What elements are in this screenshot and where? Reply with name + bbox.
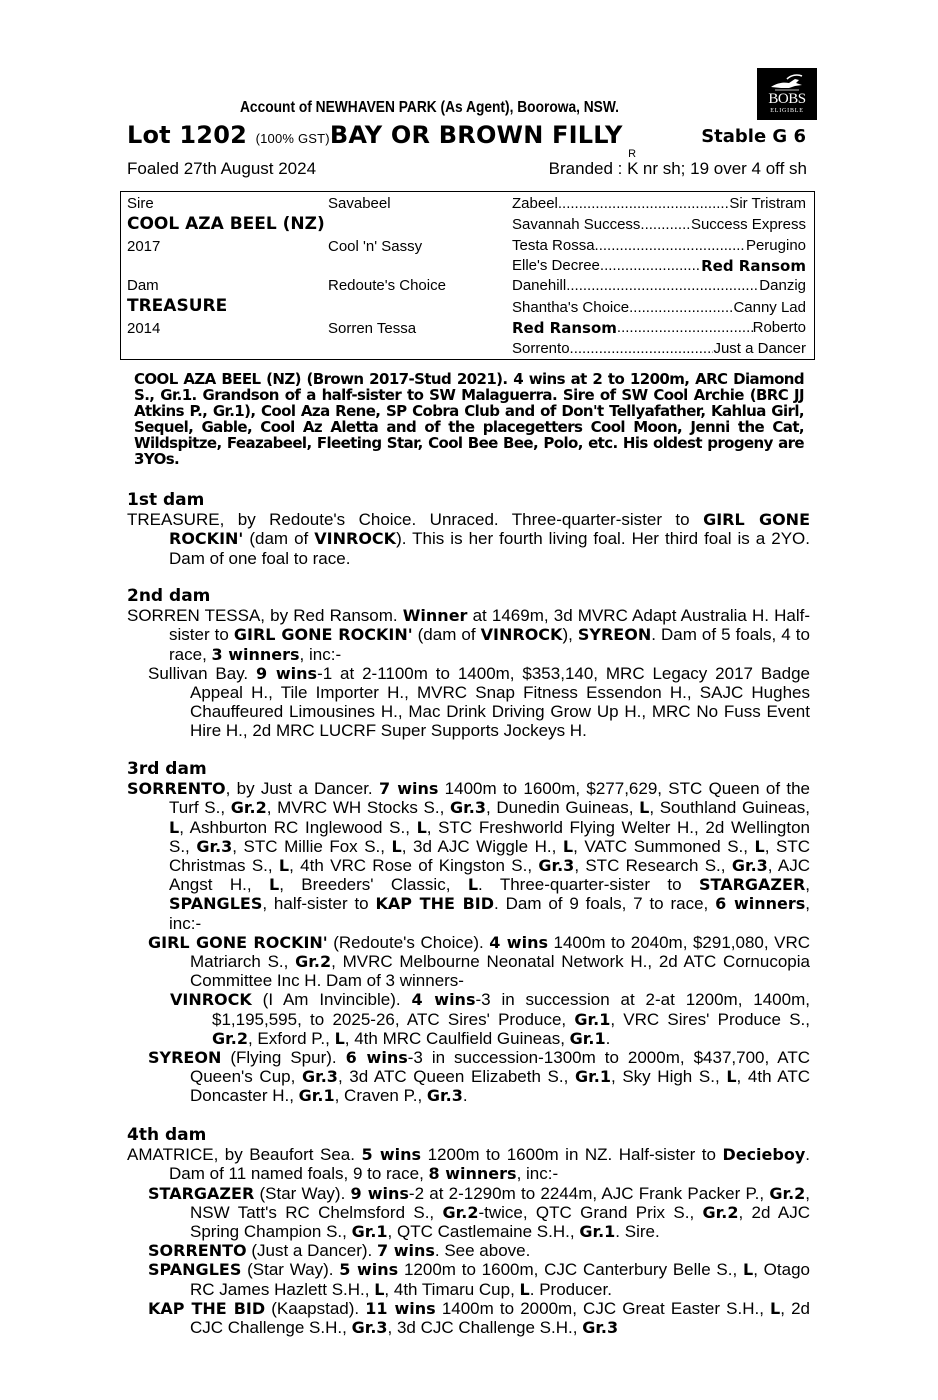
section-3rd-dam xyxy=(127,760,810,1106)
branded-details: nr sh; 19 over 4 off sh xyxy=(642,159,807,178)
lot-heading xyxy=(127,121,623,149)
pedigree-paragraph: Sullivan Bay. 9 wins-1 at 2-1100m to 1400m, $353,140, MRC Legacy 2017 Badge Appeal H., Tile Importer H., MVRC Snap Fitness Essendon H., SAJC Hughes Chauffeured Limousines H., Mac Drink Driving Grow Up H., MRC No Fuss Event Hire H., 2d MRC LUCRF Super Supports Jockeys H. xyxy=(148,663,811,741)
pedigree-table xyxy=(120,191,815,360)
bobs-eligible-logo xyxy=(757,68,817,120)
ancestor-row: Red Ransom ..... Roberto xyxy=(512,319,806,337)
pedigree-paragraph: SORRENTO, by Just a Dancer. 7 wins 1400m to 1600m, $277,629, STC Queen of the Turf S., Gr.2, MVRC WH Stocks S., Gr.3, Dunedin Guineas, L, Southland Guineas, L, Ashburton RC Inglewood S., L, STC Freshworld Flying Welter H., 2d Wellington S., Gr.3, STC Millie Fox S., L, 3d AJC Wiggle H., L, VATC Summoned S., L, STC Christmas S., L, 4th VRC Rose of Kingston S., Gr.3, STC Research S., Gr.3, AJC Angst H., L, Breeders' Classic, L. Three-quarter-sister to STARGAZER, SPANGLES, half-sister to KAP THE BID. Dam of 9 foals, 7 to race, 6 winners, inc:- xyxy=(127,779,811,933)
lot-number: Lot 1202 xyxy=(127,121,248,149)
horse-head-icon xyxy=(769,73,805,93)
pedigree-paragraph: GIRL GONE ROCKIN' (Redoute's Choice). 4 wins 1400m to 2040m, $291,080, VRC Matriarch S., Gr.2, MVRC Melbourne Neonatal Network H., 2d ATC Cornucopia Committee Inc H. Dam of 3 winners- xyxy=(148,932,811,991)
section-2nd-dam xyxy=(127,587,810,741)
pedigree-paragraph: VINROCK (I Am Invincible). 4 wins-3 in succession at 2-at 1200m, 1400m, $1,195,595, to 2025-26, ATC Sires' Produce, Gr.1, VRC Sires' Produce S., Gr.2, Exford P., L, 4th MRC Caulfield Guineas, Gr.1. xyxy=(170,990,810,1048)
sire-name: COOL AZA BEEL (NZ) xyxy=(127,214,325,234)
pedigree-paragraph: STARGAZER (Star Way). 9 wins-2 at 2-1290m to 2244m, AJC Frank Packer P., Gr.2, NSW Tatt's RC Chelmsford S., Gr.2-twice, QTC Grand Prix S., Gr.2, 2d AJC Spring Champion S., Gr.1, QTC Castlemaine S.H., Gr.1. Sire. xyxy=(148,1183,811,1242)
pedigree-paragraph: SORRENTO (Just a Dancer). 7 wins. See above. xyxy=(148,1241,531,1261)
section-title: 2nd dam xyxy=(127,586,211,606)
stable-location: Stable G 6 xyxy=(701,126,806,147)
ancestor-row: Sorrento ..... Just a Dancer xyxy=(512,340,806,357)
dam-label: Dam xyxy=(127,277,159,294)
pedigree-paragraph: SYREON (Flying Spur). 6 wins-3 in succession-1300m to 2000m, $437,700, ATC Queen's Cup, Gr.3, 3d ATC Queen Elizabeth S., Gr.1, Sky High S., L, 4th ATC Doncaster H., Gr.1, Craven P., Gr.3. xyxy=(148,1048,810,1106)
ancestor-row: Danehill ..... Danzig xyxy=(512,277,806,294)
horse-description: BAY OR BROWN FILLY xyxy=(329,121,623,149)
pedigree-paragraph: SORREN TESSA, by Red Ransom. Winner at 1469m, 3d MVRC Adapt Australia H. Half-sister to GIRL GONE ROCKIN' (dam of VINROCK), SYREON. Dam of 5 foals, 4 to race, 3 winners, inc:- xyxy=(127,606,811,664)
section-title: 3rd dam xyxy=(127,759,207,779)
branded-label: Branded : xyxy=(548,159,623,178)
dam-sire: Redoute's Choice xyxy=(328,277,446,294)
section-4th-dam xyxy=(127,1126,810,1337)
ancestor-row: Zabeel ..... Sir Tristram xyxy=(512,195,806,212)
section-title: 4th dam xyxy=(127,1125,207,1145)
sire-summary: COOL AZA BEEL (NZ) (Brown 2017-Stud 2021). 4 wins at 2 to 1200m, ARC Diamond S., Gr.1. Grandson of a half-sister to SW Malaguerra. Sire of SW Cool Archie (BRC JJ Atkins P., Gr.1), Cool Aza Rene, SP Cobra Club and of Don't Tellyafather, Kahlua Girl, Sequel, Gable, Cool Az Aletta and of the placegetters Cool Moon, Jenni the Cat, Wildspitze, Feazabeel, Fleeting Star, Cool Bee Bee, Polo, etc. His oldest progeny are 3YOs. xyxy=(134,370,804,468)
pedigree-paragraph: SPANGLES (Star Way). 5 wins 1200m to 1600m, CJC Canterbury Belle S., L, Otago RC James Hazlett S.H., L, 4th Timaru Cup, L. Producer. xyxy=(148,1260,810,1299)
lot-title-line xyxy=(127,121,810,151)
sire-year: 2017 xyxy=(127,238,161,255)
dam-dam: Sorren Tessa xyxy=(328,320,417,337)
dam-name: TREASURE xyxy=(127,296,228,316)
pedigree-paragraph: KAP THE BID (Kaapstad). 11 wins 1400m to 2000m, CJC Great Easter S.H., L, 2d CJC Challenge S.H., Gr.3, 3d CJC Challenge S.H., Gr.3 xyxy=(148,1298,811,1338)
section-1st-dam xyxy=(127,491,810,568)
gst-note: (100% GST) xyxy=(255,131,330,146)
ancestor-row: Testa Rossa ..... Perugino xyxy=(512,237,806,254)
dam-year: 2014 xyxy=(127,320,161,337)
brand-mark: R K xyxy=(627,148,639,178)
sire-sire: Savabeel xyxy=(328,195,391,212)
foaled-date: Foaled 27th August 2024 xyxy=(127,159,317,178)
logo-title: BOBS xyxy=(768,91,806,107)
logo-subtitle: ELIGIBLE xyxy=(770,108,804,114)
ancestor-row: Savannah Success ..... Success Express xyxy=(512,216,806,233)
vendor-account: Account of NEWHAVEN PARK (As Agent), Boorowa, NSW. xyxy=(240,99,619,116)
sire-label: Sire xyxy=(127,195,154,212)
ancestor-row: Elle's Decree ..... Red Ransom xyxy=(512,257,806,275)
pedigree-paragraph: AMATRICE, by Beaufort Sea. 5 wins 1200m to 1600m in NZ. Half-sister to Decieboy. Dam of 11 named foals, 9 to race, 8 winners, inc:- xyxy=(127,1145,810,1184)
ancestor-row: Shantha's Choice ..... Canny Lad xyxy=(512,299,806,316)
sire-dam: Cool 'n' Sassy xyxy=(328,238,423,255)
pedigree-paragraph: TREASURE, by Redoute's Choice. Unraced. Three-quarter-sister to GIRL GONE ROCKIN' (dam of VINROCK). This is her fourth living foal. Her third foal is a 2YO. Dam of one foal to race. xyxy=(127,510,811,568)
brand-info xyxy=(548,148,807,179)
section-title: 1st dam xyxy=(127,490,205,510)
